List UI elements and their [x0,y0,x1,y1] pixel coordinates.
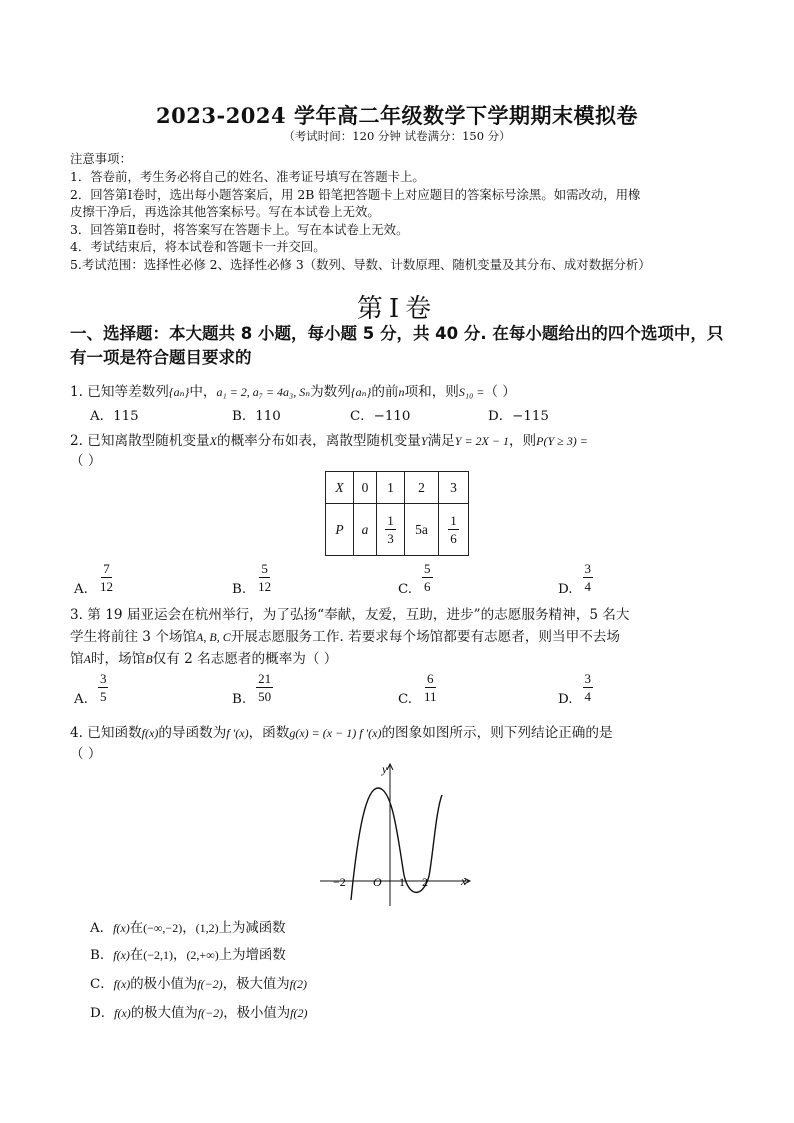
exam-subtitle: （考试时间：120 分钟 试卷满分：150 分） [283,129,511,143]
x-axis-label: x [461,874,467,888]
notice-item-4: 4．考试结束后，将本试卷和答题卡一并交回。 [70,239,326,254]
q1-s10: S₁₀ = [458,385,485,399]
q3-option-a: A. $\frac{3}{5}$ [74,671,107,707]
question-4: 4. 已知函数f(x)的导函数为f ′(x)，函数g(x) = (x − 1) f ′(x)的图象如图所示，则下列结论正确的是 [70,725,613,741]
sequence-notation: {aₙ} [168,385,190,399]
q2-option-d: D. $\frac{3}{4}$ [558,561,592,597]
tick-label-2: 2 [422,875,428,889]
tick-label-1: 1 [399,875,405,889]
notice-item-5: 5.考试范围：选择性必修 2、选择性必修 3（数列、导数、计数原理、随机变量及其分布、成对数据分析） [70,257,651,272]
question-3-line-3: 馆A时，场馆B仅有 2 名志愿者的概率为（ ） [70,651,338,667]
notice-item-2: 2．回答第Ⅰ卷时，选出每小题答案后，用 2B 铅笔把答题卡上对应题目的答案标号涂黑。如需改动，用橡 [70,187,641,202]
q3-option-d: D. $\frac{3}{4}$ [558,671,592,707]
question-3-line-2: 学生将前往 3 个场馆A, B, C开展志愿服务工作. 若要求每个场馆都要有志愿者，则当甲不去场 [70,629,620,645]
section-heading: 一、选择题：本大题共 8 小题，每小题 5 分，共 40 分. 在每小题给出的四个选项中，只有一项是符合题目要求的 [70,324,724,367]
q1-option-d: D．−115 [488,409,549,424]
q1-option-b: B．110 [232,409,281,424]
q2-blank: （ ） [70,453,102,469]
question-3-line-1: 3. 第 19 届亚运会在杭州举行，为了弘扬“奉献，友爱，互助，进步”的志愿服务精神，5 名大 [70,607,630,623]
q2-option-b: B. $\frac{5}{12}$ [232,561,272,597]
notice-item-1: 1．答卷前，考生务必将自己的姓名、准考证号填写在答题卡上。 [70,169,425,184]
notice-heading: 注意事项： [70,151,132,166]
question-1: 1. 已知等差数列{aₙ}中，a₁ = 2, a₇ = 4a₃, Sₙ为数列{aₙ}的前n项和，则S₁₀ =（ ） [70,384,516,400]
q2-option-c: C. $\frac{5}{6}$ [398,561,431,597]
q4-option-c: C．f(x)的极小值为f(−2)，极大值为f(2) [90,977,307,992]
exam-title: 2023-2024 学年高二年级数学下学期期末模拟卷 [156,103,638,128]
q4-option-b: B．f(x)在(−2,1)，(2,+∞)上为增函数 [90,948,286,963]
origin-label: O [373,875,382,889]
q1-condition: a₁ = 2, a₇ = 4a₃, Sₙ [216,385,311,399]
question-2: 2. 已知离散型随机变量X的概率分布如表，离散型随机变量Y满足Y = 2X − 1，则P(Y ≥ 3) = [70,433,588,449]
notice-item-2-cont: 皮擦干净后，再选涂其他答案标号。写在本试卷上无效。 [70,204,380,219]
q1-option-a: A．115 [90,409,139,424]
q4-blank: （ ） [70,746,102,762]
q2-probability: P(Y ≥ 3) = [536,434,588,448]
q4-option-d: D．f(x)的极大值为f(−2)，极小值为f(2) [90,1006,308,1021]
q3-option-b: B. $\frac{21}{50}$ [232,671,272,707]
y-axis-label: y [382,762,388,776]
q2-option-a: A. $\frac{7}{12}$ [74,561,113,597]
q2-relation: Y = 2X − 1 [454,434,509,448]
distribution-table: X 0 1 2 3 P a $\frac{1}{3}$ 5a $\frac{1}{6}$ [325,471,469,556]
notice-item-3: 3．回答第Ⅱ卷时，将答案写在答题卡上。写在本试卷上无效。 [70,222,409,237]
volume-heading: 第Ⅰ卷 [356,294,438,324]
q1-option-c: C．−110 [350,409,411,424]
q4-g-definition: g(x) = (x − 1) f ′(x) [289,726,382,740]
q4-option-a: A．f(x)在(−∞,−2)，(1,2)上为减函数 [90,921,286,936]
curve-g [351,788,442,900]
function-graph [318,760,478,910]
q3-option-c: C. $\frac{6}{11}$ [398,671,437,707]
tick-label-neg2: −2 [333,875,346,889]
